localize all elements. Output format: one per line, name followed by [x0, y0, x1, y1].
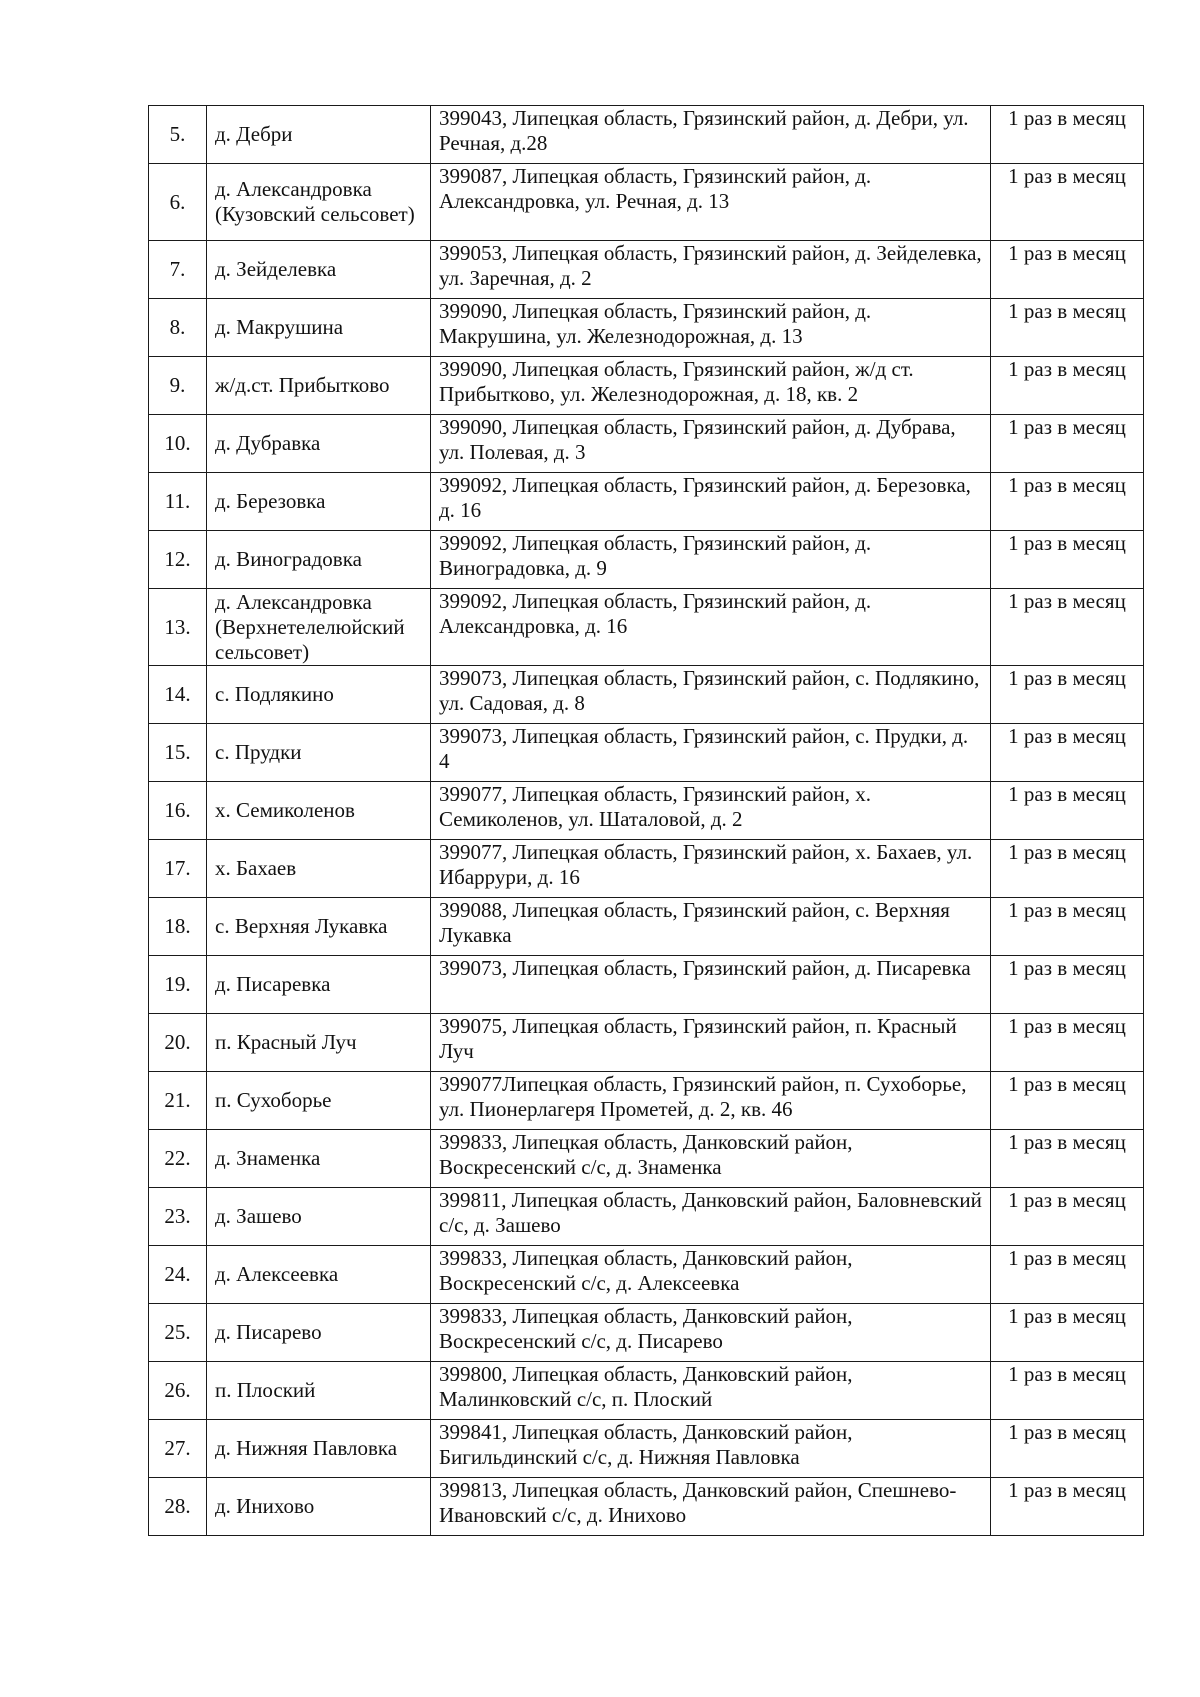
visit-frequency: 1 раз в месяц [991, 241, 1144, 299]
visit-frequency: 1 раз в месяц [991, 1420, 1144, 1478]
row-number: 28. [149, 1478, 207, 1536]
settlement-address: 399092, Липецкая область, Грязинский район, д. Березовка, д. 16 [431, 473, 991, 531]
settlement-name: д. Писаревка [207, 956, 431, 1014]
visit-frequency: 1 раз в месяц [991, 724, 1144, 782]
settlement-name: с. Верхняя Лукавка [207, 898, 431, 956]
settlement-name: д. Макрушина [207, 299, 431, 357]
settlement-address: 399077, Липецкая область, Грязинский район, х. Бахаев, ул. Ибаррури, д. 16 [431, 840, 991, 898]
table-row [149, 473, 1144, 531]
row-number: 27. [149, 1420, 207, 1478]
table-row [149, 1130, 1144, 1188]
row-number: 21. [149, 1072, 207, 1130]
visit-frequency: 1 раз в месяц [991, 1362, 1144, 1420]
table-row [149, 724, 1144, 782]
settlement-address: 399043, Липецкая область, Грязинский район, д. Дебри, ул. Речная, д.28 [431, 106, 991, 164]
row-number: 25. [149, 1304, 207, 1362]
settlement-name: д. Писарево [207, 1304, 431, 1362]
visit-frequency: 1 раз в месяц [991, 106, 1144, 164]
visit-frequency: 1 раз в месяц [991, 1014, 1144, 1072]
row-number: 13. [149, 589, 207, 666]
visit-frequency: 1 раз в месяц [991, 1304, 1144, 1362]
settlement-name: д. Александровка (Верхнетелелюйский сельсовет) [207, 589, 431, 666]
settlement-address: 399088, Липецкая область, Грязинский район, с. Верхняя Лукавка [431, 898, 991, 956]
row-number: 7. [149, 241, 207, 299]
settlement-address: 399090, Липецкая область, Грязинский район, ж/д ст. Прибытково, ул. Железнодорожная, д. 18, кв. 2 [431, 357, 991, 415]
settlements-table-body [149, 106, 1144, 1536]
table-row [149, 666, 1144, 724]
table-row [149, 299, 1144, 357]
settlement-address: 399087, Липецкая область, Грязинский район, д. Александровка, ул. Речная, д. 13 [431, 164, 991, 241]
visit-frequency: 1 раз в месяц [991, 1072, 1144, 1130]
visit-frequency: 1 раз в месяц [991, 357, 1144, 415]
visit-frequency: 1 раз в месяц [991, 666, 1144, 724]
settlement-name: д. Зейделевка [207, 241, 431, 299]
settlement-name: д. Нижняя Павловка [207, 1420, 431, 1478]
visit-frequency: 1 раз в месяц [991, 415, 1144, 473]
settlement-name: ж/д.ст. Прибытково [207, 357, 431, 415]
table-row [149, 956, 1144, 1014]
table-row [149, 357, 1144, 415]
settlement-name: д. Виноградовка [207, 531, 431, 589]
table-row [149, 1188, 1144, 1246]
table-row [149, 415, 1144, 473]
row-number: 24. [149, 1246, 207, 1304]
row-number: 14. [149, 666, 207, 724]
row-number: 22. [149, 1130, 207, 1188]
row-number: 12. [149, 531, 207, 589]
settlement-address: 399073, Липецкая область, Грязинский район, д. Писаревка [431, 956, 991, 1014]
table-row [149, 241, 1144, 299]
settlement-address: 399073, Липецкая область, Грязинский район, с. Прудки, д. 4 [431, 724, 991, 782]
row-number: 9. [149, 357, 207, 415]
row-number: 20. [149, 1014, 207, 1072]
row-number: 18. [149, 898, 207, 956]
settlement-name: х. Семиколенов [207, 782, 431, 840]
settlement-address: 399833, Липецкая область, Данковский район, Воскресенский с/с, д. Писарево [431, 1304, 991, 1362]
visit-frequency: 1 раз в месяц [991, 589, 1144, 666]
visit-frequency: 1 раз в месяц [991, 531, 1144, 589]
settlement-name: д. Алексеевка [207, 1246, 431, 1304]
table-row [149, 782, 1144, 840]
visit-frequency: 1 раз в месяц [991, 840, 1144, 898]
settlement-name: с. Подлякино [207, 666, 431, 724]
table-row [149, 531, 1144, 589]
table-row [149, 589, 1144, 666]
row-number: 8. [149, 299, 207, 357]
settlement-address: 399077Липецкая область, Грязинский район, п. Сухоборье, ул. Пионерлагеря Прометей, д. 2, кв. 46 [431, 1072, 991, 1130]
settlement-name: п. Сухоборье [207, 1072, 431, 1130]
settlement-address: 399813, Липецкая область, Данковский район, Спешнево-Ивановский с/с, д. Инихово [431, 1478, 991, 1536]
row-number: 23. [149, 1188, 207, 1246]
settlement-address: 399800, Липецкая область, Данковский район, Малинковский с/с, п. Плоский [431, 1362, 991, 1420]
visit-frequency: 1 раз в месяц [991, 164, 1144, 241]
table-row [149, 1420, 1144, 1478]
table-row [149, 840, 1144, 898]
visit-frequency: 1 раз в месяц [991, 1130, 1144, 1188]
settlement-address: 399053, Липецкая область, Грязинский район, д. Зейделевка, ул. Заречная, д. 2 [431, 241, 991, 299]
settlement-name: п. Красный Луч [207, 1014, 431, 1072]
settlement-name: х. Бахаев [207, 840, 431, 898]
settlement-name: д. Знаменка [207, 1130, 431, 1188]
visit-frequency: 1 раз в месяц [991, 1188, 1144, 1246]
settlement-address: 399077, Липецкая область, Грязинский район, х. Семиколенов, ул. Шаталовой, д. 2 [431, 782, 991, 840]
visit-frequency: 1 раз в месяц [991, 956, 1144, 1014]
visit-frequency: 1 раз в месяц [991, 1478, 1144, 1536]
visit-frequency: 1 раз в месяц [991, 782, 1144, 840]
row-number: 15. [149, 724, 207, 782]
row-number: 17. [149, 840, 207, 898]
table-row [149, 1362, 1144, 1420]
settlement-name: д. Зашево [207, 1188, 431, 1246]
row-number: 6. [149, 164, 207, 241]
settlement-address: 399092, Липецкая область, Грязинский район, д. Александровка, д. 16 [431, 589, 991, 666]
settlement-name: д. Инихово [207, 1478, 431, 1536]
settlement-address: 399841, Липецкая область, Данковский район, Бигильдинский с/с, д. Нижняя Павловка [431, 1420, 991, 1478]
settlement-address: 399833, Липецкая область, Данковский район, Воскресенский с/с, д. Алексеевка [431, 1246, 991, 1304]
visit-frequency: 1 раз в месяц [991, 299, 1144, 357]
settlement-name: с. Прудки [207, 724, 431, 782]
settlement-name: д. Александровка (Кузовский сельсовет) [207, 164, 431, 241]
table-row [149, 1304, 1144, 1362]
settlement-address: 399833, Липецкая область, Данковский район, Воскресенский с/с, д. Знаменка [431, 1130, 991, 1188]
table-row [149, 164, 1144, 241]
settlement-address: 399090, Липецкая область, Грязинский район, д. Макрушина, ул. Железнодорожная, д. 13 [431, 299, 991, 357]
settlement-address: 399075, Липецкая область, Грязинский район, п. Красный Луч [431, 1014, 991, 1072]
table-row [149, 1478, 1144, 1536]
visit-frequency: 1 раз в месяц [991, 898, 1144, 956]
settlement-name: д. Березовка [207, 473, 431, 531]
settlement-address: 399073, Липецкая область, Грязинский район, с. Подлякино, ул. Садовая, д. 8 [431, 666, 991, 724]
row-number: 11. [149, 473, 207, 531]
visit-frequency: 1 раз в месяц [991, 473, 1144, 531]
table-row [149, 1014, 1144, 1072]
settlement-name: п. Плоский [207, 1362, 431, 1420]
row-number: 19. [149, 956, 207, 1014]
settlement-name: д. Дебри [207, 106, 431, 164]
visit-frequency: 1 раз в месяц [991, 1246, 1144, 1304]
row-number: 5. [149, 106, 207, 164]
table-row [149, 898, 1144, 956]
row-number: 16. [149, 782, 207, 840]
row-number: 10. [149, 415, 207, 473]
table-row [149, 106, 1144, 164]
table-row [149, 1246, 1144, 1304]
settlement-address: 399092, Липецкая область, Грязинский район, д. Виноградовка, д. 9 [431, 531, 991, 589]
row-number: 26. [149, 1362, 207, 1420]
settlement-name: д. Дубравка [207, 415, 431, 473]
settlement-address: 399811, Липецкая область, Данковский район, Баловневский с/с, д. Зашево [431, 1188, 991, 1246]
settlements-table [148, 105, 1144, 1536]
settlement-address: 399090, Липецкая область, Грязинский район, д. Дубрава, ул. Полевая, д. 3 [431, 415, 991, 473]
table-row [149, 1072, 1144, 1130]
